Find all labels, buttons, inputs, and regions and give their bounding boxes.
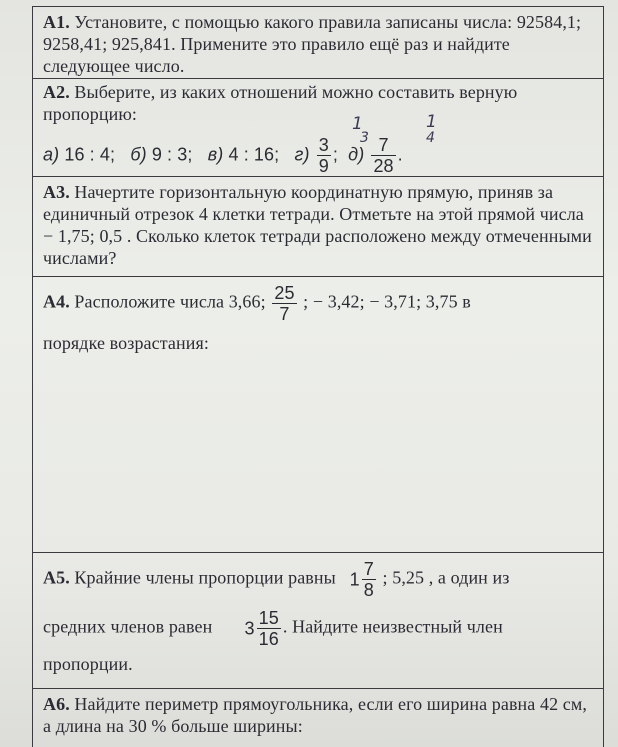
option-b: 9 : 3; — [151, 144, 193, 165]
task-a5-line1 — [43, 559, 597, 600]
task-a4-numerator: 25 — [274, 283, 295, 303]
handwritten-e-mid: 4 — [426, 130, 435, 146]
option-b-label: б) — [130, 144, 147, 165]
task-a5-line2-before: средних членов равен — [43, 616, 213, 637]
task-a5-mixed1-numerator: 7 — [363, 559, 374, 579]
task-a4-line2: порядке возрастания: — [43, 333, 209, 353]
option-a-label: а) — [43, 144, 60, 165]
task-a5-line3: пропорции. — [43, 654, 133, 674]
task-a3-label: А3. — [43, 182, 70, 202]
task-a5-mixed1-fraction — [362, 559, 376, 600]
task-a4-line1 — [43, 283, 597, 324]
option-e-fraction — [371, 135, 395, 176]
task-a5-mixed1-denominator: 8 — [363, 580, 374, 600]
task-a6 — [32, 688, 604, 747]
task-a2 — [32, 78, 604, 176]
option-d-label: г) — [294, 144, 310, 165]
task-a5-text-mid: ; 5,25 , а один из — [382, 567, 510, 588]
task-a5-mixed2-fraction — [257, 608, 281, 649]
option-c-label: в) — [207, 144, 224, 165]
handwritten-d-top: 1 — [352, 114, 363, 134]
option-d-numerator: 3 — [318, 135, 329, 155]
task-a4-label: А4. — [43, 291, 70, 312]
task-a5-mixed1-whole: 1 — [349, 569, 360, 590]
option-e-numerator: 7 — [378, 135, 389, 155]
task-a4-fraction — [272, 283, 296, 324]
task-a2-options — [43, 135, 597, 176]
answer-space — [43, 354, 597, 554]
option-c: 4 : 16; — [228, 144, 280, 165]
task-a2-text: Выберите, из каких отношений можно составить верную пропорцию: — [43, 82, 518, 124]
task-a4-text-before: Расположите числа 3,66; — [74, 291, 266, 312]
handwritten-d-mid: 3 — [360, 130, 369, 146]
option-e-label: д) — [348, 144, 365, 165]
task-a1 — [32, 6, 604, 78]
option-e-denominator: 28 — [373, 156, 394, 176]
task-a3-text: Начертите горизонтальную координатную прямую, приняв за единичный отрезок 4 клетки тетради. Отметьте на этой прямой числа − 1,75; 0,5 . Сколько клеток тетради расположено между отмеченными числами? — [43, 182, 592, 268]
option-d-denominator: 9 — [318, 156, 329, 176]
task-a6-label: А6. — [43, 694, 70, 714]
option-d-end: ; — [332, 144, 338, 165]
option-e-end: . — [397, 144, 403, 165]
task-a4-text-after: ; − 3,42; − 3,71; 3,75 в — [303, 291, 471, 312]
task-a2-label: А2. — [43, 82, 70, 102]
task-a3 — [32, 176, 604, 276]
task-a5-line2 — [43, 608, 597, 649]
task-a5-mixed2-denominator: 16 — [258, 629, 279, 649]
task-a5-label: А5. — [43, 567, 70, 588]
option-a: 16 : 4; — [64, 144, 116, 165]
task-a4 — [32, 276, 604, 552]
option-d-fraction — [317, 135, 331, 176]
task-a6-text: Найдите периметр прямоугольника, если его ширина равна 42 см, а длина на 30 % больше ширины: — [43, 694, 587, 736]
task-a5 — [32, 552, 604, 688]
task-a1-label: А1. — [43, 12, 70, 32]
task-a5-text-before: Крайние члены пропорции равны — [74, 567, 336, 588]
task-a1-text: Установите, с помощью какого правила записаны числа: 92584,1; 9258,41; 925,841. Примените это правило ещё раз и найдите следующее число. — [43, 12, 582, 76]
task-a5-line2-after: . Найдите неизвестный член — [282, 616, 503, 637]
task-a5-mixed2-numerator: 15 — [258, 608, 279, 628]
task-a5-mixed2-whole: 3 — [244, 618, 255, 639]
handwritten-e-top: 1 — [426, 112, 437, 132]
task-a4-denominator: 7 — [272, 303, 296, 324]
